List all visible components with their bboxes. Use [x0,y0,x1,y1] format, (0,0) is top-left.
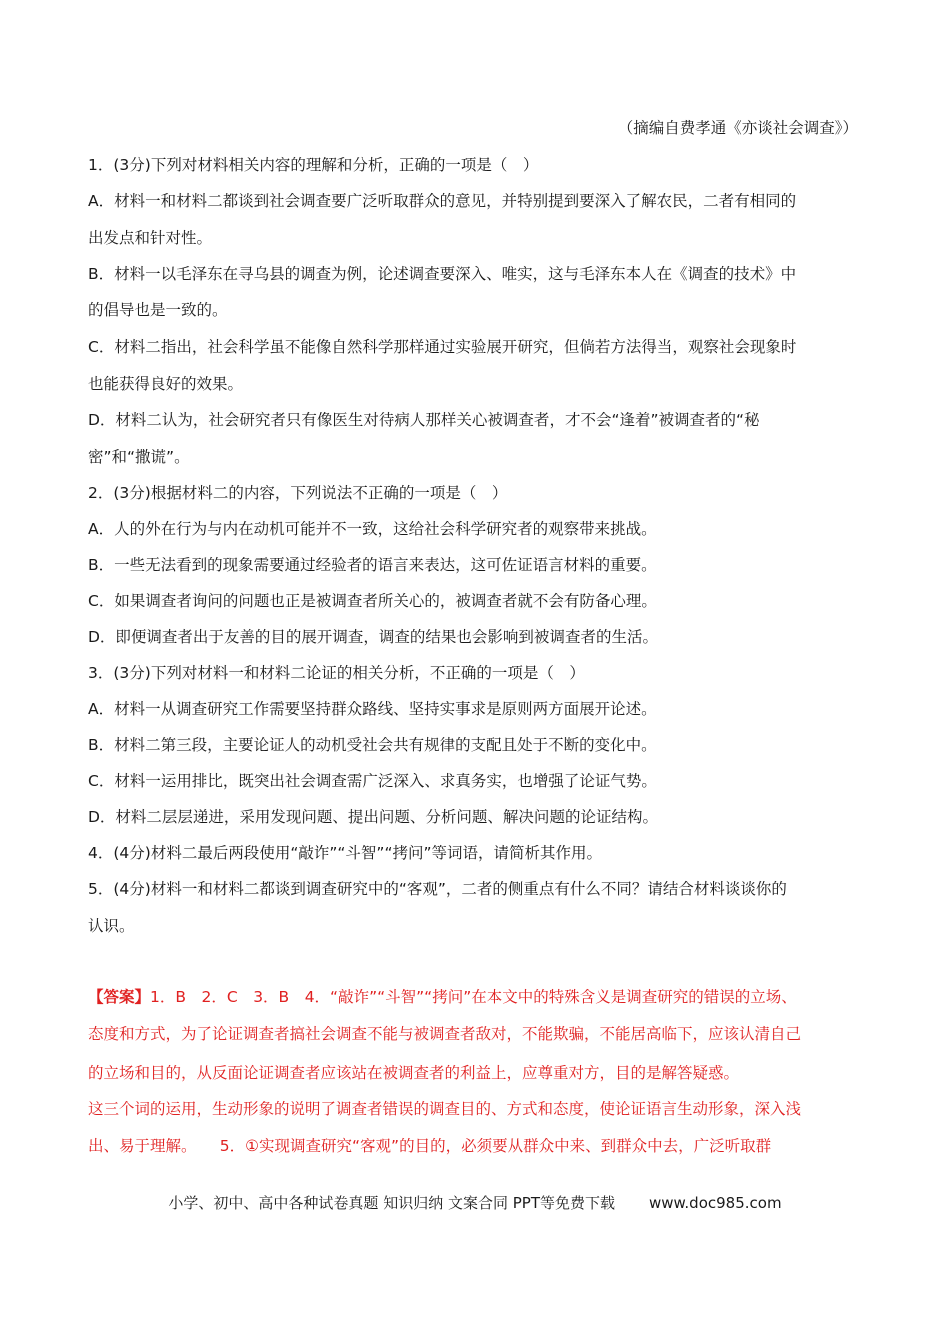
answer-line-3: 的立场和目的，从反面论证调查者应该站在被调查者的利益上，应尊重对方，目的是解答疑惑。 [88,1064,740,1082]
question-1-option-d-cont: 密”和“撒谎”。 [88,448,190,466]
answer-line-5: 出、易于理解。 5．①实现调查研究“客观”的目的，必须要从群众中来、到群众中去，广泛听取群 [88,1137,772,1155]
footer-text: 小学、初中、高中各种试卷真题 知识归纳 文案合同 PPT等免费下载 [168,1194,615,1212]
question-2-stem: 2．(3分)根据材料二的内容，下列说法不正确的一项是（ ） [88,484,508,502]
question-1-stem: 1．(3分)下列对材料相关内容的理解和分析，正确的一项是（ ） [88,156,539,174]
question-3-option-c: C．材料一运用排比，既突出社会调查需广泛深入、求真务实，也增强了论证气势。 [88,772,657,790]
question-4-stem: 4．(4分)材料二最后两段使用“敲诈”“斗智”“拷问”等词语，请简析其作用。 [88,844,602,862]
question-2-option-a: A．人的外在行为与内在动机可能并不一致，这给社会科学研究者的观察带来挑战。 [88,520,657,538]
question-5-stem: 5．(4分)材料一和材料二都谈到调查研究中的“客观”，二者的侧重点有什么不同？请结合材料谈谈你的 [88,880,787,898]
question-3-option-a: A．材料一从调查研究工作需要坚持群众路线、坚持实事求是原则两方面展开论述。 [88,700,657,718]
answer-line-1-text: 1．B 2．C 3．B 4．“敲诈”“斗智”“拷问”在本文中的特殊含义是调查研究的错误的立场、 [150,988,797,1006]
question-1-option-c-cont: 也能获得良好的效果。 [88,375,244,393]
question-3-option-b: B．材料二第三段，主要论证人的动机受社会共有规律的支配且处于不断的变化中。 [88,736,657,754]
question-2-option-b: B．一些无法看到的现象需要通过经验者的语言来表达，这可佐证语言材料的重要。 [88,556,657,574]
footer-url-link[interactable]: www.doc985.com [648,1194,782,1212]
question-1-option-c: C．材料二指出，社会科学虽不能像自然科学那样通过实验展开研究，但倘若方法得当，观察社会现象时 [88,338,797,356]
page-footer [0,1192,950,1213]
question-1-option-d: D．材料二认为，社会研究者只有像医生对待病人那样关心被调查者，才不会“逢着”被调查者的“秘 [88,411,760,429]
question-2-option-d: D．即便调查者出于友善的目的展开调查，调查的结果也会影响到被调查者的生活。 [88,628,658,646]
question-3-stem: 3．(3分)下列对材料一和材料二论证的相关分析，不正确的一项是（ ） [88,664,585,682]
answer-line-2: 态度和方式，为了论证调查者搞社会调查不能与被调查者敌对，不能欺骗，不能居高临下，应该认清自己 [88,1025,802,1043]
question-5-stem-cont: 认识。 [88,917,135,935]
source-citation: （摘编自费孝通《亦谈社会调查》） [617,119,858,137]
question-1-option-a: A．材料一和材料二都谈到社会调查要广泛听取群众的意见，并特别提到要深入了解农民，二者有相同的 [88,192,797,210]
question-1-option-b: B．材料一以毛泽东在寻乌县的调查为例，论述调查要深入、唯实，这与毛泽东本人在《调查的技术》中 [88,265,797,283]
question-3-option-d: D．材料二层层递进，采用发现问题、提出问题、分析问题、解决问题的论证结构。 [88,808,658,826]
question-1-option-a-cont: 出发点和针对性。 [88,229,213,247]
question-2-option-c: C．如果调查者询问的问题也正是被调查者所关心的，被调查者就不会有防备心理。 [88,592,657,610]
question-1-option-b-cont: 的倡导也是一致的。 [88,301,228,319]
answer-label: 【答案】 [88,988,151,1006]
answer-line-4: 这三个词的运用，生动形象的说明了调查者错误的调查目的、方式和态度，使论证语言生动形象，深入浅 [88,1100,802,1118]
answer-line-1 [88,985,797,1007]
